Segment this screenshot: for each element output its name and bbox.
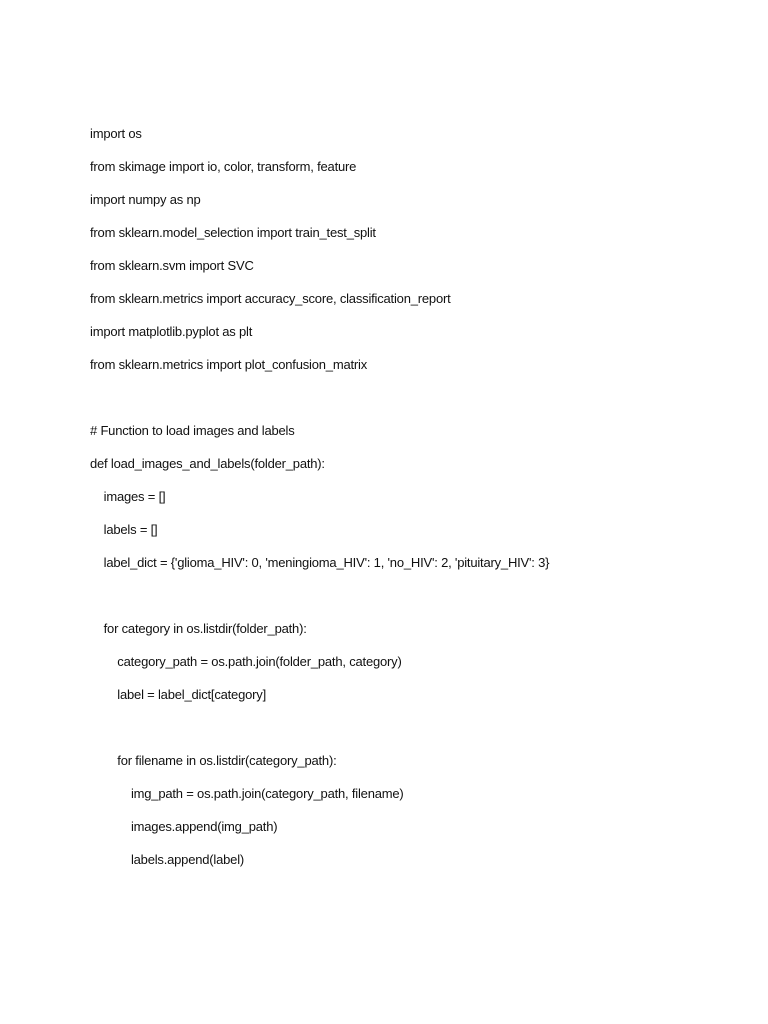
code-line-category-path: category_path = os.path.join(folder_path, category)	[90, 654, 402, 669]
code-line-import-train-test-split: from sklearn.model_selection import train_test_split	[90, 225, 376, 240]
code-line-import-numpy: import numpy as np	[90, 192, 201, 207]
code-line-images-append: images.append(img_path)	[90, 819, 278, 834]
code-line-import-confusion-matrix: from sklearn.metrics import plot_confusion_matrix	[90, 357, 368, 372]
code-line-for-category: for category in os.listdir(folder_path):	[90, 621, 307, 636]
code-line-import-metrics: from sklearn.metrics import accuracy_score, classification_report	[90, 291, 451, 306]
code-line-import-svc: from sklearn.svm import SVC	[90, 258, 254, 273]
code-line-label-assign: label = label_dict[category]	[90, 687, 266, 702]
code-line-img-path: img_path = os.path.join(category_path, filename)	[90, 786, 404, 801]
code-line-labels-append: labels.append(label)	[90, 852, 245, 867]
code-line-comment: # Function to load images and labels	[90, 423, 295, 438]
code-line-def-function: def load_images_and_labels(folder_path):	[90, 456, 325, 471]
code-line-labels-init: labels = []	[90, 522, 158, 537]
code-line-images-init: images = []	[90, 489, 166, 504]
code-line-import-skimage: from skimage import io, color, transform, feature	[90, 159, 357, 174]
code-line-label-dict: label_dict = {'glioma_HIV': 0, 'meningioma_HIV': 1, 'no_HIV': 2, 'pituitary_HIV': 3}	[90, 555, 550, 570]
code-line-import-matplotlib: import matplotlib.pyplot as plt	[90, 324, 253, 339]
code-line-import-os: import os	[90, 126, 142, 141]
code-line-for-filename: for filename in os.listdir(category_path):	[90, 753, 337, 768]
